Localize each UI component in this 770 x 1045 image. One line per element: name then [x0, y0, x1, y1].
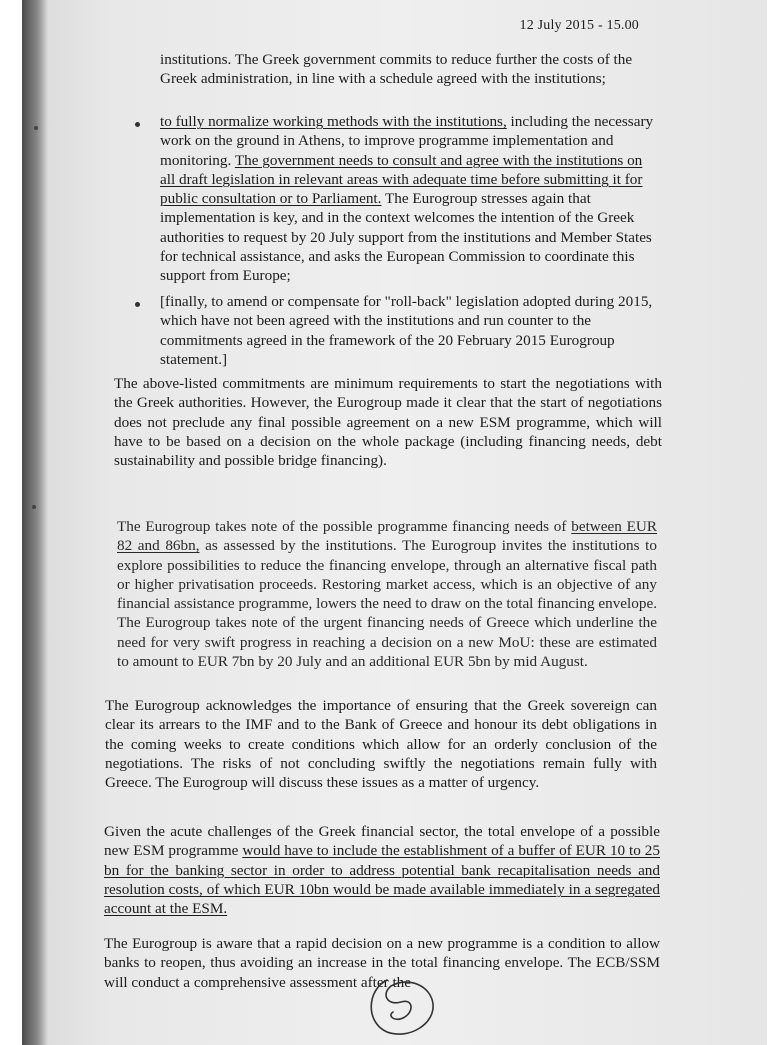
body-text: The Eurogroup stresses again that implementation is key, and in the context welcomes the intention of the Greek authorities to request by 20 July support from the institutions and Member States for technical assistance, and asks the European Commission to coordinate this support from Europe; [160, 190, 652, 285]
bullet-working-methods [160, 112, 660, 286]
bullet-rollback: [finally, to amend or compensate for "roll-back" legislation adopted during 2015, which have not been agreed with the institutions and run counter to the commitments agreed in the framework of the 20 February 2015 Eurogroup statement.] [160, 293, 653, 368]
underlined-phrase: The government needs to consult and agree with the institutions on all draft legislation in relevant areas with adequate time before submitting it for public consultation or to Parliament. [160, 151, 643, 208]
body-text: as assessed by the institutions. The Eurogroup invites the institutions to explore possibilities to reduce the financing envelope, through an alternative fiscal path or higher privatisation proceeds. Restoring market access, which is an objective of any financial assistance programme, lowers the need to draw on the total financing envelope. The Eurogroup takes note of the urgent financing needs of Greece which underline the need for very swift progress in reaching a decision on a new MoU: these are estimated to amount to EUR 7bn by 20 July and an additional EUR 5bn by mid August. [117, 537, 657, 671]
scan-edge-shadow [22, 0, 48, 1045]
scanned-page [22, 0, 767, 1045]
handwritten-initial-mark [357, 972, 447, 1042]
margin-mark [34, 126, 38, 130]
bullet-dot [135, 122, 140, 127]
body-text: The Eurogroup takes note of the possible programme financing needs of [117, 518, 572, 535]
bullet-dot [135, 302, 140, 307]
paragraph-buffer [104, 822, 660, 918]
underlined-phrase: to fully normalize working methods with the institutions, [160, 113, 507, 130]
continuation-text: institutions. The Greek government commits to reduce further the costs of the Greek administration, in line with a schedule agreed with the institutions; [160, 51, 633, 88]
underlined-phrase: between EUR 82 and 86bn, [117, 518, 658, 555]
paragraph-commitments: The above-listed commitments are minimum requirements to start the negotiations with the Greek authorities. However, the Eurogroup made it clear that the start of negotiations does not preclude any final possible agreement on a new ESM programme, which will have to be based on a decision on the whole package (including financing needs, debt sustainability and possible bridge financing). [114, 375, 662, 470]
body-text: including the necessary work on the ground in Athens, to improve programme implementation and monitoring. [160, 113, 654, 169]
margin-mark [32, 505, 36, 509]
body-text: Given the acute challenges of the Greek financial sector, the total envelope of a possible new ESM programme [104, 823, 660, 860]
paragraph-banks: The Eurogroup is aware that a rapid decision on a new programme is a condition to allow banks to reopen, thus avoiding an increase in the total financing envelope. The ECB/SSM will conduct a comprehensive assessment after the [104, 935, 660, 991]
underlined-phrase: would have to include the establishment of a buffer of EUR 10 to 25 bn for the banking sector in order to address potential bank recapitalisation needs and resolution costs, of which EUR 10bn would be made available immediately in a segregated account at the ESM. [104, 842, 660, 918]
paragraph-arrears: The Eurogroup acknowledges the importance of ensuring that the Greek sovereign can clear its arrears to the IMF and to the Bank of Greece and honour its debt obligations in the coming weeks to create conditions which allow for an orderly conclusion of the negotiations. The risks of not concluding swiftly the negotiations remain fully with Greece. The Eurogroup will discuss these issues as a matter of urgency. [105, 697, 657, 792]
date-time-stamp: 12 July 2015 - 15.00 [519, 18, 639, 33]
paragraph-financing [117, 517, 657, 671]
